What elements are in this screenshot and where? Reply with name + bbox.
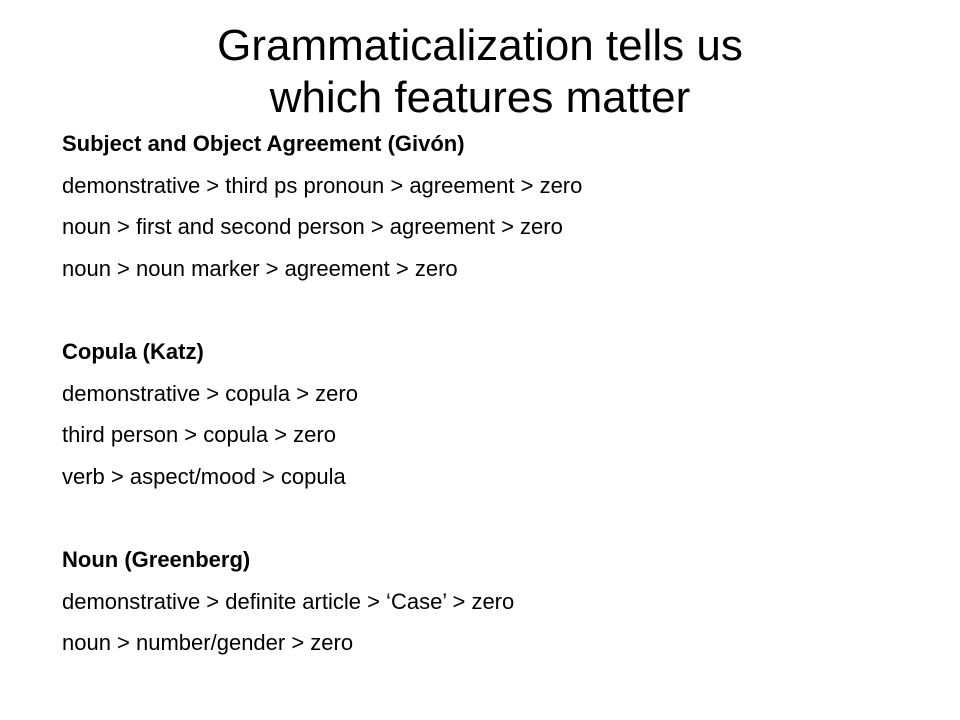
section-heading: Noun (Greenberg): [62, 547, 251, 572]
section-copula: [62, 331, 922, 497]
section-agreement: [62, 123, 922, 289]
section-heading: Subject and Object Agreement (Givón): [62, 131, 465, 156]
hierarchy-line: demonstrative > copula > zero: [62, 380, 358, 406]
hierarchy-line: third person > copula > zero: [62, 422, 336, 447]
slide-title: [80, 20, 880, 124]
slide-title-line-2: which features matter: [269, 73, 691, 122]
slide-body: [62, 123, 922, 706]
hierarchy-line: noun > noun marker > agreement > zero: [62, 255, 458, 281]
hierarchy-line: demonstrative > third ps pronoun > agreement > zero: [62, 172, 583, 198]
section-noun: [62, 539, 922, 664]
hierarchy-line: noun > number/gender > zero: [62, 630, 354, 655]
hierarchy-line: verb > aspect/mood > copula: [62, 463, 346, 489]
slide-title-line-1: Grammaticalization tells us: [217, 21, 743, 70]
section-heading: Copula (Katz): [62, 339, 204, 364]
hierarchy-line: demonstrative > definite article > ‘Case’ > zero: [62, 588, 515, 614]
hierarchy-line: noun > first and second person > agreement > zero: [62, 214, 563, 239]
